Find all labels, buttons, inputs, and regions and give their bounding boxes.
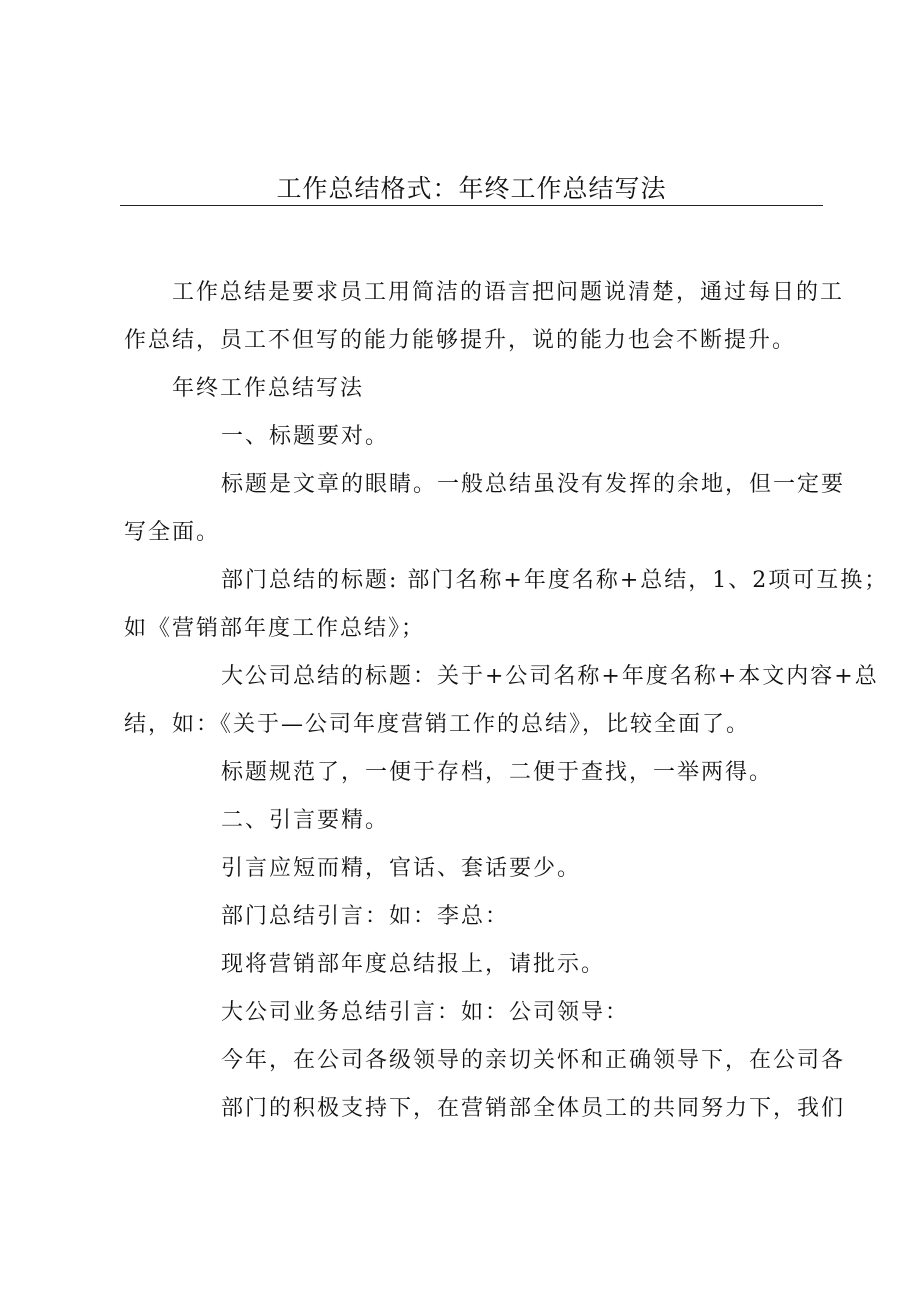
paragraph-dept-intro-example: 现将营销部年度总结报上，请批示。 <box>221 952 606 977</box>
document-title: 工作总结格式：年终工作总结写法 <box>276 174 667 203</box>
paragraph-title-line-1: 标题是文章的眼睛。一般总结虽没有发挥的余地，但一定要 <box>221 472 846 497</box>
paragraph-company-title-line-2: 结，如：《关于—公司年度营销工作的总结》，比较全面了。 <box>124 712 751 737</box>
paragraph-title-line-2: 写全面。 <box>124 520 221 545</box>
paragraph-dept-title-line-2: 如《营销部年度工作总结》； <box>124 616 426 641</box>
heading-title-rule: 一、标题要对。 <box>221 424 390 449</box>
heading-intro-rule: 二、引言要精。 <box>221 808 390 833</box>
paragraph-intro-line-1: 工作总结是要求员工用简洁的语言把问题说清楚，通过每日的工 <box>172 280 845 305</box>
paragraph-intro-short: 引言应短而精，官话、套话要少。 <box>221 856 582 881</box>
paragraph-company-title-line-1: 大公司总结的标题：关于+公司名称+年度名称+本文内容+总 <box>221 664 879 689</box>
paragraph-dept-title-line-1: 部门总结的标题: 部门名称+年度名称+总结，1、2项可互换； <box>221 568 889 593</box>
paragraph-intro-line-2: 作总结，员工不但写的能力能够提升，说的能力也会不断提升。 <box>124 328 797 353</box>
title-underline <box>120 205 823 206</box>
paragraph-dept-intro: 部门总结引言：如：李总： <box>221 904 510 929</box>
paragraph-company-intro: 大公司业务总结引言：如：公司领导： <box>221 1000 630 1025</box>
paragraph-title-standard: 标题规范了，一便于存档，二便于查找，一举两得。 <box>221 760 774 785</box>
paragraph-company-intro-example-line-2: 部门的积极支持下，在营销部全体员工的共同努力下，我们 <box>221 1096 846 1121</box>
section-heading: 年终工作总结写法 <box>172 376 365 401</box>
paragraph-company-intro-example-line-1: 今年，在公司各级领导的亲切关怀和正确领导下，在公司各 <box>221 1048 846 1073</box>
